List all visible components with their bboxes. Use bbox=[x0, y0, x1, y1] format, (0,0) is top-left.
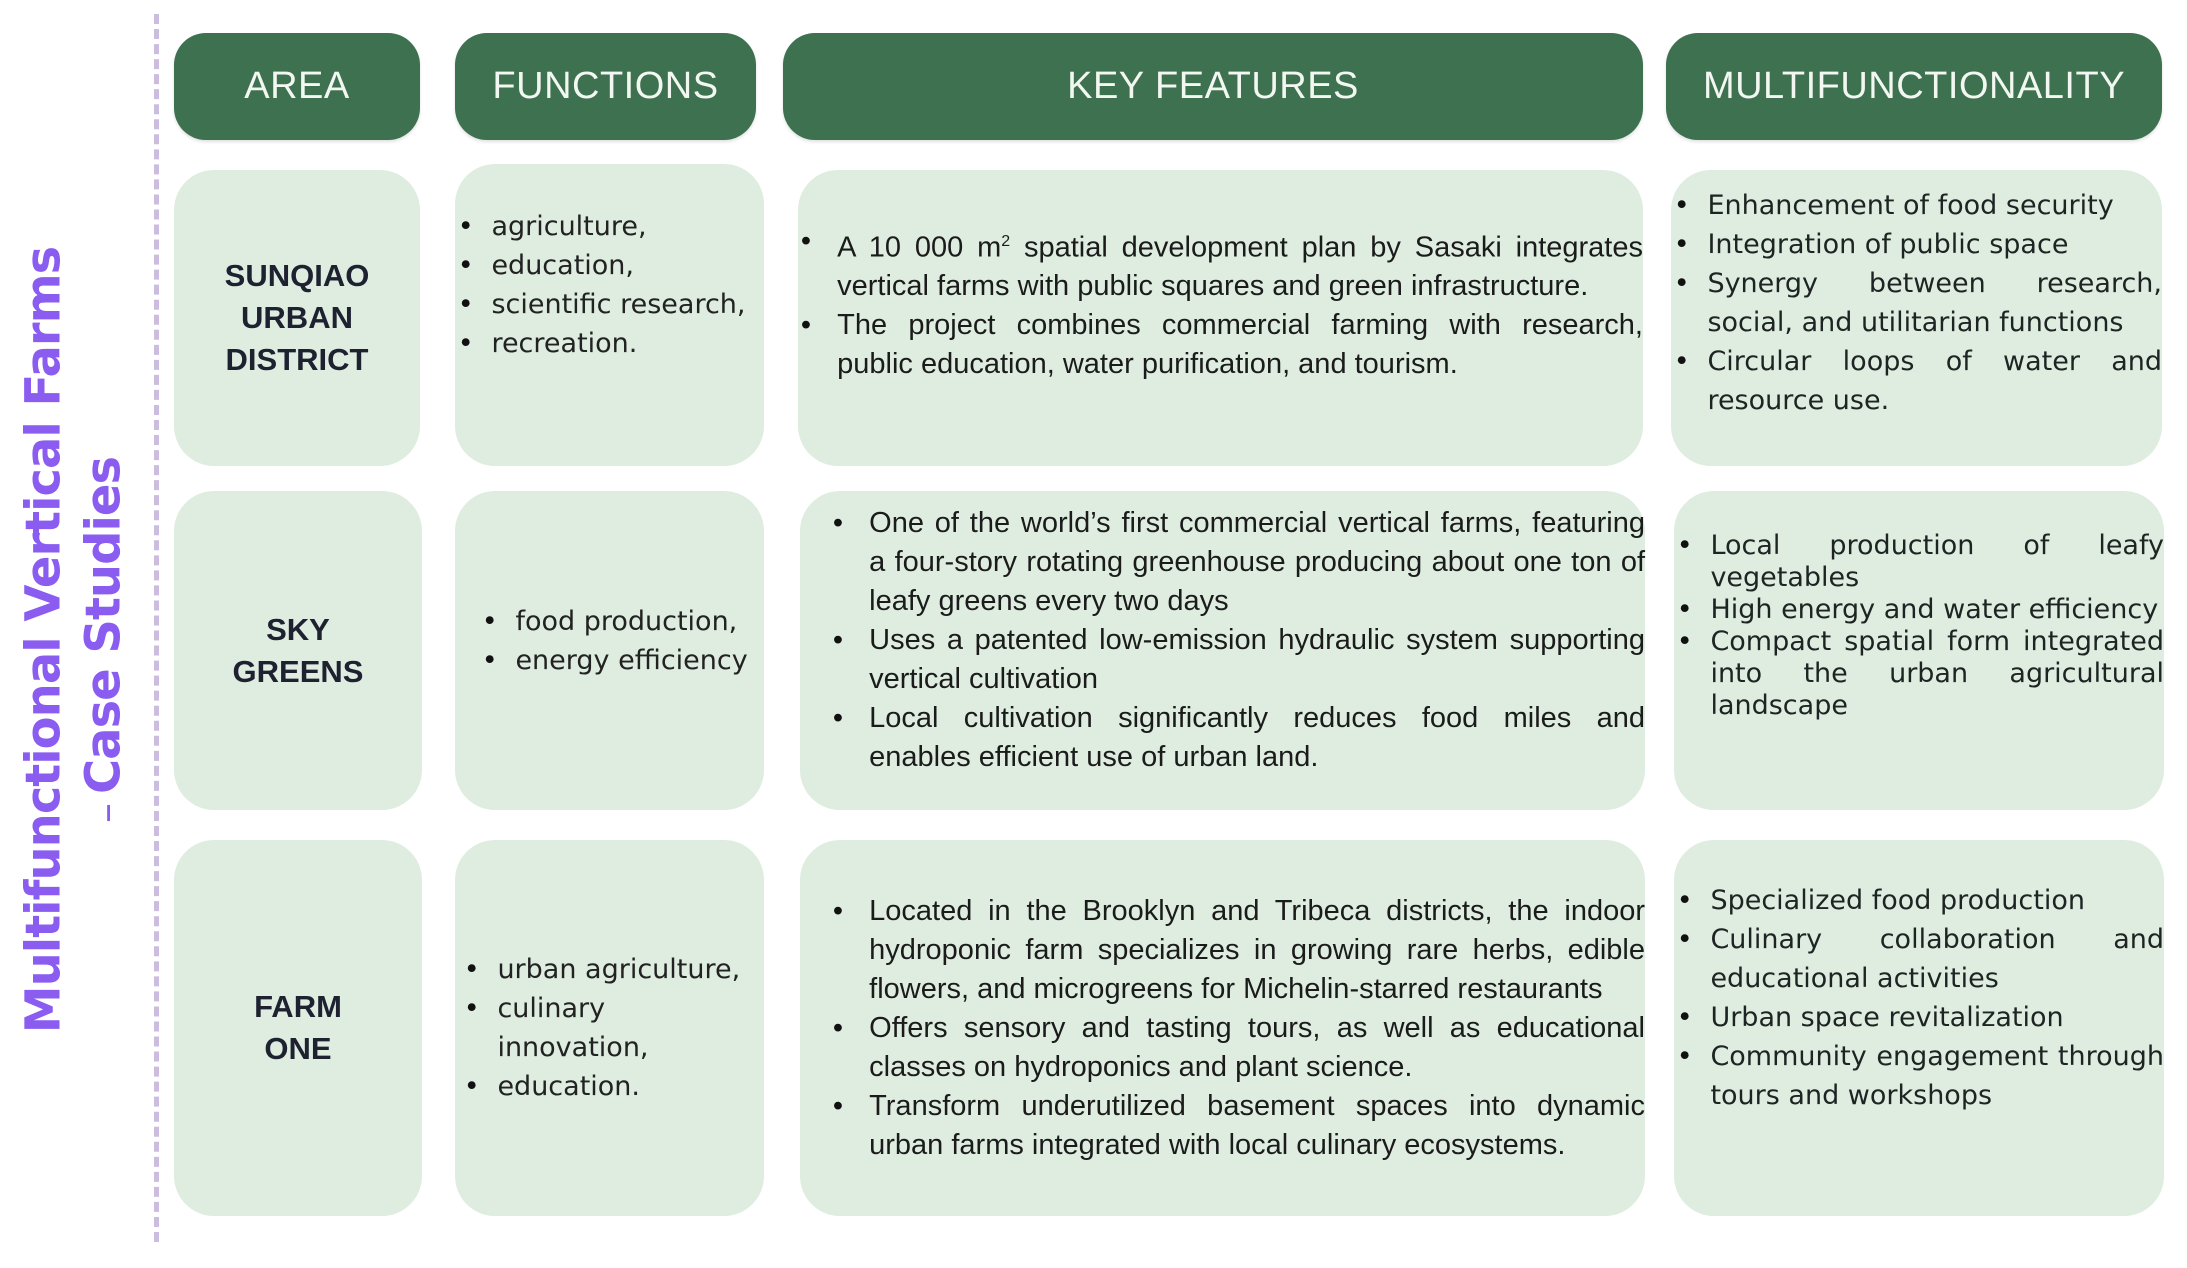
area-name bbox=[254, 986, 342, 1070]
function-item: • food production, bbox=[479, 602, 764, 641]
key-feature-item: • Transform underutilized basement spaces into dynamic urban farms integrated with local culinary ecosystems. bbox=[830, 1087, 1645, 1165]
key-features-list bbox=[800, 892, 1645, 1165]
multifunctionality-item: • Compact spatial form integrated into the urban agricultural landscape bbox=[1674, 626, 2164, 722]
multifunctionality-item: • Enhancement of food security bbox=[1671, 186, 2162, 225]
multifunctionality-item: • High energy and water efficiency bbox=[1674, 594, 2164, 626]
side-title bbox=[0, 0, 150, 1268]
area-name-line: DISTRICT bbox=[225, 342, 369, 377]
function-item: • urban agriculture, bbox=[461, 950, 764, 989]
title-line-2 bbox=[74, 190, 137, 1090]
multifunctionality-item: • Culinary collaboration and educational activities bbox=[1674, 920, 2164, 998]
multifunctionality-item: • Synergy between research, social, and utilitarian functions bbox=[1671, 264, 2162, 342]
header-key-features bbox=[783, 33, 1643, 140]
key-feature-item: • Uses a patented low-emission hydraulic system supporting vertical cultivation bbox=[830, 621, 1645, 699]
multifunctionality-item: • Urban space revitalization bbox=[1674, 998, 2164, 1037]
area-name-line: ONE bbox=[264, 1031, 332, 1066]
multifunctionality-item: • Integration of public space bbox=[1671, 225, 2162, 264]
key-feature-item: • Local cultivation significantly reduces food miles and enables efficient use of urban land. bbox=[830, 699, 1645, 777]
area-name bbox=[225, 255, 370, 381]
multifunctionality-item: • Community engagement through tours and workshops bbox=[1674, 1037, 2164, 1115]
key-feature-item: • Located in the Brooklyn and Tribeca districts, the indoor hydroponic farm specializes in growing rare herbs, edible flowers, and microgreens for Michelin-starred restaurants bbox=[830, 892, 1645, 1009]
row-1-multifunctionality-card bbox=[1671, 170, 2162, 466]
row-2-area-card bbox=[174, 491, 422, 810]
key-features-list bbox=[798, 222, 1643, 385]
function-item: • education. bbox=[461, 1067, 764, 1106]
multifunctionality-list bbox=[1671, 186, 2162, 420]
area-name-line: SUNQIAO bbox=[224, 258, 370, 293]
key-features-list bbox=[800, 504, 1645, 777]
header-area-label: AREA bbox=[244, 65, 350, 107]
row-3-multifunctionality-card bbox=[1674, 840, 2164, 1216]
area-name-line: SKY bbox=[266, 611, 330, 647]
dashed-divider bbox=[154, 14, 159, 1242]
multifunctionality-item: • Circular loops of water and resource use. bbox=[1671, 342, 2162, 420]
header-multifunctionality-label: MULTIFUNCTIONALITY bbox=[1702, 65, 2126, 107]
key-feature-item: • The project combines commercial farming with research, public education, water purification, and tourism. bbox=[798, 306, 1643, 384]
row-2-multifunctionality-card bbox=[1674, 491, 2164, 810]
key-feature-item: • Offers sensory and tasting tours, as well as educational classes on hydroponics and plant science. bbox=[830, 1009, 1645, 1087]
area-name-line: URBAN bbox=[241, 300, 353, 335]
function-item: • scientific research, bbox=[455, 285, 764, 324]
header-multifunctionality bbox=[1666, 33, 2162, 140]
area-name-line: FARM bbox=[254, 989, 342, 1024]
title-subtitle: Case Studies bbox=[75, 456, 132, 795]
function-item: • education, bbox=[455, 246, 764, 285]
row-3-area-card bbox=[174, 840, 422, 1216]
row-1-key-features-card bbox=[798, 170, 1643, 466]
title-dash: – bbox=[83, 804, 130, 824]
function-item: • culinary innovation, bbox=[461, 989, 764, 1067]
multifunctionality-item: • Specialized food production bbox=[1674, 881, 2164, 920]
function-item: • energy efficiency bbox=[479, 641, 764, 680]
row-3-functions-card bbox=[455, 840, 764, 1216]
function-item: • agriculture, bbox=[455, 207, 764, 246]
row-3-key-features-card bbox=[800, 840, 1645, 1216]
row-2-functions-card bbox=[455, 491, 764, 810]
row-1-functions-card bbox=[455, 164, 764, 466]
functions-list bbox=[455, 207, 764, 363]
multifunctionality-item: • Local production of leafy vegetables bbox=[1674, 530, 2164, 594]
header-functions bbox=[455, 33, 756, 140]
row-2-key-features-card bbox=[800, 491, 1645, 810]
area-name bbox=[233, 609, 364, 693]
function-item: • recreation. bbox=[455, 324, 764, 363]
functions-list bbox=[455, 950, 764, 1106]
header-functions-label: FUNCTIONS bbox=[492, 65, 719, 107]
multifunctionality-list bbox=[1674, 881, 2164, 1115]
header-area bbox=[174, 33, 420, 140]
area-name-line: GREENS bbox=[232, 653, 364, 689]
key-feature-item: • A 10 000 $m^2$ spatial development plan by Sasaki integrates vertical farms with public squares and green infrastructure. bbox=[798, 222, 1643, 307]
title-line-1: Multifunctional Vertical Farms bbox=[15, 246, 72, 1034]
key-feature-item: • One of the world’s first commercial vertical farms, featuring a four-story rotating greenhouse producing about one ton of leafy greens every two days bbox=[830, 504, 1645, 621]
header-key-features-label: KEY FEATURES bbox=[1067, 65, 1359, 107]
functions-list bbox=[455, 602, 764, 680]
side-title-text bbox=[14, 190, 137, 1090]
row-1-area-card bbox=[174, 170, 420, 466]
multifunctionality-list bbox=[1674, 530, 2164, 722]
